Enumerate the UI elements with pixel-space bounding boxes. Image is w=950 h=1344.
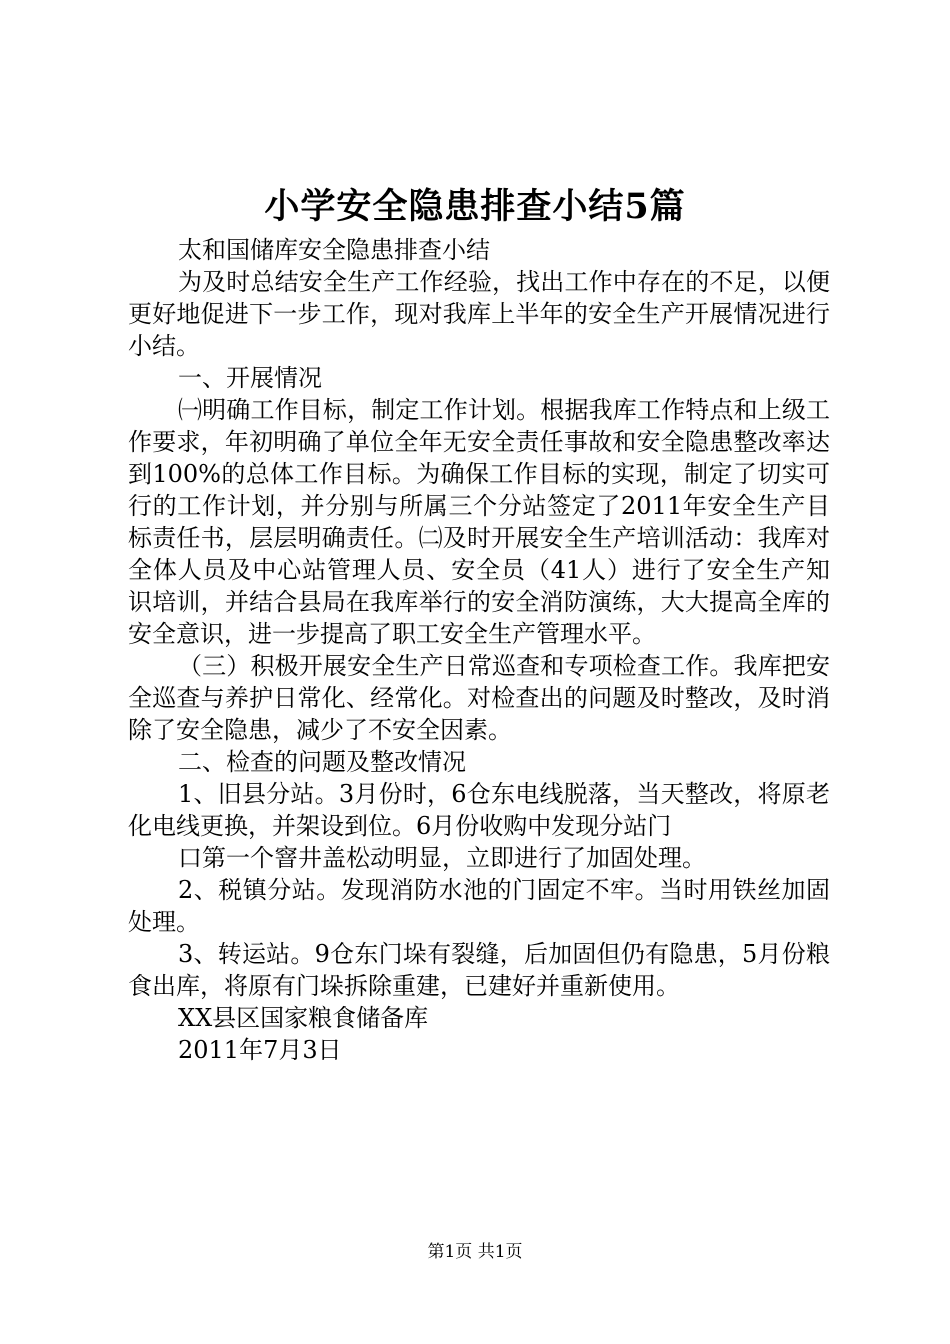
section-heading-1: 一、开展情况 <box>178 364 322 392</box>
page-number: 第1页 共1页 <box>427 1242 523 1262</box>
document-body <box>128 234 830 1066</box>
signature-organization: XX县区国家粮食储备库 <box>178 1004 429 1032</box>
document-title: 小学安全隐患排查小结5篇 <box>264 186 686 227</box>
paragraph-item-2: 2、税镇分站。发现消防水池的门固定不牢。当时用铁丝加固处理。 <box>128 876 830 936</box>
paragraph-section-1-item-3: （三）积极开展安全生产日常巡查和专项检查工作。我库把安全巡查与养护日常化、经常化。对检查出的问题及时整改，及时消除了安全隐患，减少了不安全因素。 <box>128 652 830 744</box>
paragraph-item-3: 3、转运站。9仓东门垛有裂缝，后加固但仍有隐患，5月份粮食出库，将原有门垛拆除重建，已建好并重新使用。 <box>128 940 830 1000</box>
signature-date: 2011年7月3日 <box>178 1036 342 1064</box>
paragraph-item-1: 1、旧县分站。3月份时，6仓东电线脱落，当天整改，将原老化电线更换，并架设到位。6月份收购中发现分站门 <box>128 780 830 840</box>
section-heading-2: 二、检查的问题及整改情况 <box>178 748 466 776</box>
paragraph-item-1-cont: 口第一个窨井盖松动明显，立即进行了加固处理。 <box>178 844 706 872</box>
paragraph-heading: 太和国储库安全隐患排查小结 <box>178 236 490 264</box>
paragraph-section-1: ㈠明确工作目标，制定工作计划。根据我库工作特点和上级工作要求，年初明确了单位全年无安全责任事故和安全隐患整改率达到100%的总体工作目标。为确保工作目标的实现，制定了切实可行的工作计划，并分别与所属三个分站签定了2011年安全生产目标责任书，层层明确责任。㈡及时开展安全生产培训活动：我库对全体人员及中心站管理人员、安全员（41人）进行了安全生产知识培训，并结合县局在我库举行的安全消防演练，大大提高全库的安全意识，进一步提高了职工安全生产管理水平。 <box>128 396 830 648</box>
paragraph-intro: 为及时总结安全生产工作经验，找出工作中存在的不足，以便更好地促进下一步工作，现对我库上半年的安全生产开展情况进行小结。 <box>128 268 830 360</box>
